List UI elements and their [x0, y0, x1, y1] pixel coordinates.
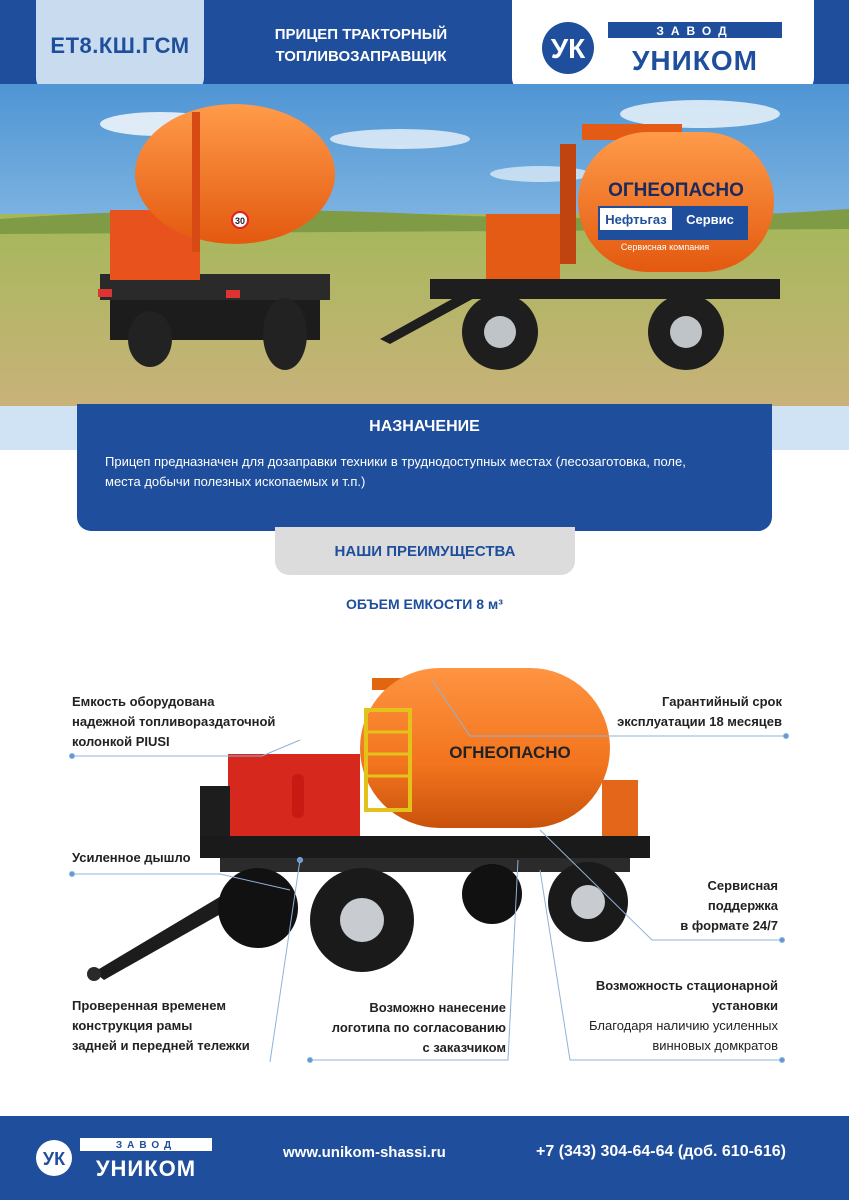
purpose-card: [77, 404, 772, 531]
title-line-1: ПРИЦЕП ТРАКТОРНЫЙ: [274, 26, 448, 43]
footer-logo-big: УНИКОМ: [95, 1156, 197, 1181]
model-code-box: [36, 0, 204, 92]
hero-photo: [0, 84, 849, 406]
callout-logo: [300, 998, 506, 1058]
callout-logo-line-1: Возможно нанесение: [369, 1000, 506, 1015]
callout-warranty-line-2: эксплуатации 18 месяцев: [617, 714, 782, 729]
logo-small: ЗАВОД: [656, 24, 734, 38]
title-line-2: ТОПЛИВОЗАПРАВЩИК: [275, 48, 447, 65]
speed-sign: 30: [234, 216, 246, 226]
callout-frame-line-1: Проверенная временем: [72, 998, 226, 1013]
model-code: ET8.КШ.ГСМ: [50, 33, 190, 58]
callout-warranty-line-1: Гарантийный срок: [662, 694, 782, 709]
callout-warranty: [560, 692, 782, 732]
callout-frame-line-2: конструкция рамы: [72, 1018, 193, 1033]
logo-big: УНИКОМ: [632, 45, 758, 76]
callout-drawbar: [72, 848, 191, 868]
callout-support-line-3: в формате 24/7: [680, 918, 778, 933]
callout-stationary-line-1: Возможность стационарной: [595, 978, 778, 993]
hero-brand-2: Сервис: [686, 212, 734, 227]
phone-number[interactable]: +7 (343) 304-64-64 (доб. 610-616): [536, 1143, 786, 1160]
logo-mark: УК: [550, 33, 586, 64]
logo-box: [512, 0, 814, 92]
hero-brand-sub: Сервисная компания: [620, 242, 710, 252]
callout-stationary-line-3: Благодаря наличию усиленных: [589, 1018, 778, 1033]
callout-stationary: [548, 976, 778, 1056]
callout-piusi-line-1: Емкость оборудована: [72, 694, 215, 709]
callout-stationary-line-2: установки: [711, 998, 778, 1013]
unikom-logo: [512, 0, 814, 92]
purpose-text-line-2: места добычи полезных ископаемых и т.п.): [105, 474, 366, 489]
callout-drawbar-text: Усиленное дышло: [72, 850, 191, 865]
footer-logo-small: ЗАВОД: [115, 1140, 177, 1151]
product-tank-text: ОГНЕОПАСНО: [449, 743, 571, 762]
callout-logo-line-2: логотипа по согласованию: [331, 1020, 506, 1035]
callout-frame: [72, 996, 250, 1056]
callout-piusi: [72, 692, 275, 752]
footer: [0, 1116, 849, 1200]
callout-support-line-2: поддержка: [707, 898, 778, 913]
callout-piusi-line-3: колонкой PIUSI: [72, 734, 170, 749]
product-title: [236, 24, 486, 68]
callout-frame-line-3: задней и передней тележки: [72, 1038, 250, 1053]
footer-logo-mark: УК: [42, 1149, 66, 1169]
purpose-text: [105, 452, 755, 492]
callout-logo-line-3: с заказчиком: [422, 1040, 506, 1055]
advantages-tab: [275, 527, 575, 575]
purpose-text-line-1: Прицеп предназначен для дозаправки техники в труднодоступных местах (лесозаготовка, поле,: [105, 454, 686, 469]
callout-support-line-1: Сервисная: [707, 878, 778, 893]
website-link[interactable]: www.unikom-shassi.ru: [283, 1144, 446, 1161]
callout-stationary-line-4: винновых домкратов: [652, 1038, 778, 1053]
hero-brand-1: Нефтьгаз: [605, 212, 667, 227]
callout-piusi-line-2: надежной топливораздаточной: [72, 714, 276, 729]
advantages-heading: НАШИ ПРЕИМУЩЕСТВА: [334, 542, 516, 560]
hero-tank-text: ОГНЕОПАСНО: [608, 180, 744, 201]
footer-logo: [20, 1116, 220, 1200]
callout-support: [630, 876, 778, 936]
tank-volume: ОБЪЕМ ЕМКОСТИ 8 м³: [346, 596, 503, 612]
purpose-heading: НАЗНАЧЕНИЕ: [369, 418, 480, 435]
